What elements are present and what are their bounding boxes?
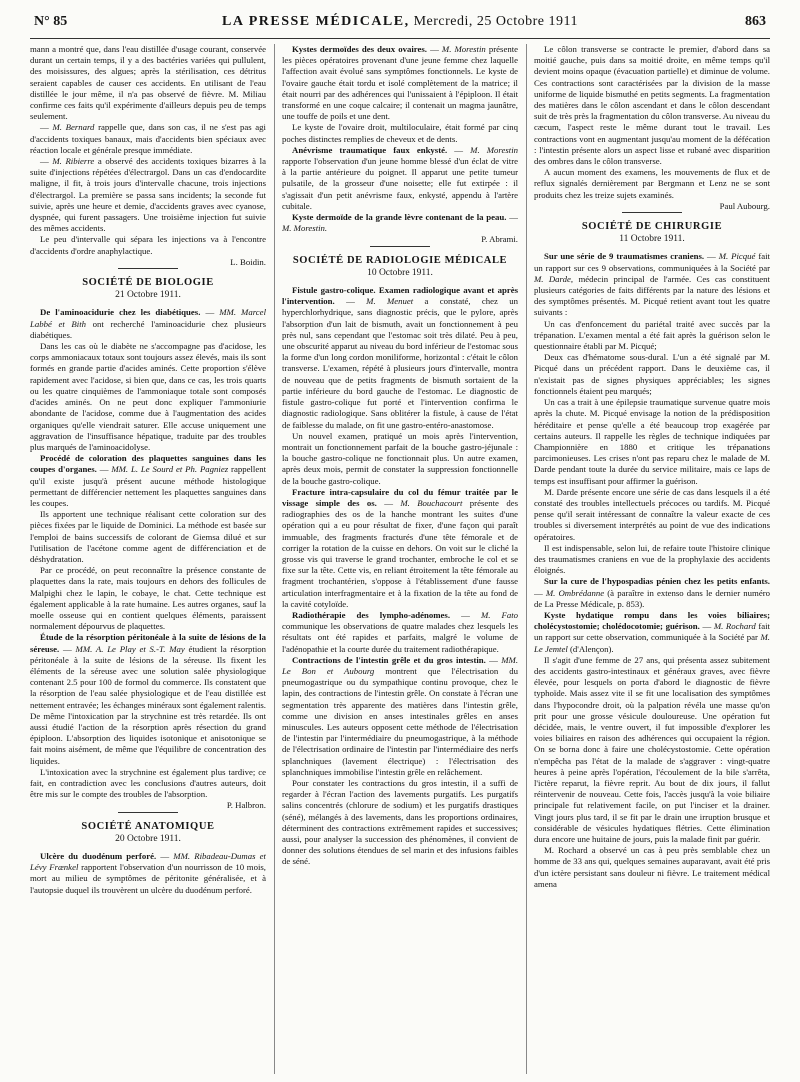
author: M. Menuet xyxy=(366,296,414,307)
issue-number: N° 85 xyxy=(34,14,68,29)
section-date: 20 Octobre 1911. xyxy=(115,833,181,844)
author: M. Rochard xyxy=(713,621,756,632)
section-date: 21 Octobre 1911. xyxy=(115,290,181,301)
signature: Paul Aubourg. xyxy=(719,200,770,211)
article: Kyste dermoïde de la grande lèvre contenant de la peau. — M. Morestin. xyxy=(282,212,518,234)
paragraph-text: , médecin principal de l'armée. Ces cas constituent plusieurs catégories de faits différents par la nature des lésions et des symptômes présentés. M. Picqué retient avant tout les quatre suivants : xyxy=(534,273,770,318)
author: M. Fato xyxy=(480,609,518,620)
section-rule xyxy=(370,246,430,247)
article-title: Étude de la résorption péritonéale à la suite de lésions de la séreuse. xyxy=(30,632,266,654)
article: Sur une série de 9 traumatismes craniens. — M. Picqué fait un rapport sur ces 9 observations, communiquées à la Société par M. Darde, médecin principal de l'armée. Ces cas constituent plusieurs catégories de faits différents par la nature des lésions et des symptômes présentés. M. Picqué retient avant tout les quatre suivants : xyxy=(534,251,770,318)
author: MM. A. Le Play et S.-T. May xyxy=(75,643,185,654)
author: MM. Le Bon et Aubourg xyxy=(282,654,518,676)
author: MM. Ribadeau-Dumas et Lévy Frænkel xyxy=(30,851,266,873)
page-number: 863 xyxy=(745,14,766,29)
paragraph: Pour constater les contractions du gros intestin, il a suffi de regarder à l'écran l'action des lavements purgatifs. Les purgatifs salins concentrés (chlorure de sodium) et les purgatifs drastiques (séné), mélangés à des lavements, dans les proportions ordinaires, déterminent des contractions extrêmement rapides et successives; aussi, pour analyser la succession des phénomènes, il convient de donner des solutions étendues de sel marin et des infusions faibles de séné. xyxy=(282,778,518,867)
paragraph: Deux cas d'hématome sous-dural. L'un a été signalé par M. Picqué dans un précédent rapport. Dans le deuxième cas, il n'existait pas de signes physiques appréciables; les signes fonctionnels étaient peu marqués; xyxy=(534,352,770,396)
author: M. Bernard xyxy=(52,122,95,133)
paragraph-text: rapportent l'observation d'un nourrisson de 10 mois, mort au milieu de symptômes de péritonite généralisée, et à l'autopsie duquel ils trouvèrent un ulcère du duodénum perforé. xyxy=(30,862,266,895)
paragraph-text: a constaté, chez un hyperchlorhydrique, sans diagnostic précis, que le pylore, après l'absorption d'un lait de bismuth, avait un fonctionnement à peu près nul, sans cependant que l'estomac soit très dilaté. Peu à peu, une obscurité apparut au niveau du bord inférieur de l'estomac sous la forme d'un long cordon moniliforme, horizontal : c'était le côlon transverse. L'examen, répété à plusieurs jours d'intervalle, montra de nouveau que de petits fragments de bismuth sortaient de la partie inférieure du bord gauche de l'estomac. Le diagnostic de fistule gastro-colique fut porté et l'intervention confirma le diagnostic radiologique. Sans oblitérer la fistule, à cause de l'état de faiblesse du malade, on fit une gastro-entéro-anastomose. xyxy=(282,296,518,430)
author: MM. L. Le Sourd et Ph. Pagniez xyxy=(111,464,229,475)
paragraph-text: fait un rapport sur ces 9 observations, communiquées à la Société par xyxy=(534,251,770,273)
paragraph-text: rappellent qu'il existe jusqu'à présent aucune méthode histologique permettant de différencier nettement les plaquettes sanguines dans les coupes. xyxy=(30,464,266,508)
paragraph-text: a observé des accidents toxiques bizarres à la suite d'injections répétées d'électrargol. Dans un cas d'endocardite maligne, il fit, à trois jours d'intervalle chacune, trois injections d'électrargol. La première se passa sans incidents; la seconde fut suivie, après une heure et demie, d'accidents graves avec cyanose, dyspnée, qui furent passagers. Une troisième injection fut suivie des mêmes accidents. xyxy=(30,156,266,234)
article-title: Kystes dermoïdes des deux ovaires. xyxy=(292,44,427,54)
paragraph-text: (à paraître in extenso dans le dernier numéro de La Presse Médicale, p. 853). xyxy=(534,587,770,609)
author: M. Le Jemtel xyxy=(534,632,770,654)
paragraph: Un nouvel examen, pratiqué un mois après l'intervention, montrait un fonctionnement parfait de la bouche gastro-jéjunale : la bouche gastro-colique ne fonctionnait plus. Un autre examen, après deux mois, permit de constater la suppression fonctionnelle de la bouche gastro-colique. xyxy=(282,430,518,486)
paragraph: — M. Ribierre a observé des accidents toxiques bizarres à la suite d'injections répétées d'électrargol. Dans un cas d'endocardite maligne, il fit, à trois jours d'intervalle chacune, trois injections d'électrargol. La première se passa sans incidents; la seconde fut suivie, après une heure et demie, d'accidents graves avec cyanose, dyspnée, qui furent passagers. Une troisième injection fut suivie des mêmes accidents. xyxy=(30,156,266,234)
signature: P. Halbron. xyxy=(226,800,266,811)
paragraph-text: présente des radiographies des os de la hanche montrant les suites d'une opération qui a eu pour résultat de fixer, d'une façon qui paraît immuable, des fragments fracturés d'une tête fémorale et de corriger la rotation de la cuisse en dehors. On voit sur le cliché la grosse vis qui traverse le grand trochanter, embroche le col et se fixe sur la tête. Cette vis, en reliant étroitement la tête fémorale au fragment trochantérien, s'oppose à l'établissement d'une fausse articulation interfragmentaire et à la fixation de la tête au fond de la cavité cotyloïde. xyxy=(282,497,518,609)
article-title: Fistule gastro-colique. Examen radiologique avant et après l'intervention. xyxy=(282,285,518,307)
paragraph: Il s'agit d'une femme de 27 ans, qui présenta assez subitement des accidents gastro-intestinaux et généraux graves, avec fièvre élevée, pour lesquels on porta d'abord le diagnostic de fièvre typhoïde. Mais assez vite il se fit une localisation des symptômes dans l'hypocondre droit, où la palpation révéla une masse qu'on prit pour une grosse vésicule douloureuse. Une opération fut décidée, mais, le ventre ouvert, il fut impossible d'explorer les voies biliaires en raison des adhérences qui occupaient la région. On se borna donc à faire une cholécystostomie. Cette opération n'empêcha pas l'état de la malade de s'aggraver : vingt-quatre heures à peine après l'opération, l'écoulement de la bile s'arrêta, l'ictère reparut, la fièvre reprit. Au bout de dix jours, il fallut réintervenir de nouveau. Cette fois, l'accès jusqu'à la voie biliaire principale fut relativement facile, on put l'inciser et la drainer. Vingt jours plus tard, il se fit par le drain une irruption brusque et considérable de vésicules hydatiques flétries. Cette élimination dura encore une huitaine de jours, puis la malade finit par guérir. xyxy=(534,654,770,845)
section-date: 10 Octobre 1911. xyxy=(367,267,433,278)
column-1 xyxy=(30,44,266,1074)
author: M. Ombrédanne xyxy=(545,587,605,598)
article-title: Kyste dermoïde de la grande lèvre contenant de la peau. xyxy=(292,212,507,223)
article: Ulcère du duodénum perforé. — MM. Ribadeau-Dumas et Lévy Frænkel rapportent l'observation d'un nourrisson de 10 mois, mort au milieu de symptômes de péritonite généralisée, et à l'autopsie duquel ils trouvèrent un ulcère du duodénum perforé. xyxy=(30,851,266,895)
column-2 xyxy=(282,44,518,1074)
paragraph: Ils apportent une technique réalisant cette coloration sur des pièces fixées par le liquide de Dominici. La méthode est basée sur l'emploi de bains successifs de colorant de Giemsa dilué et sur l'utilisation de l'acétone comme agent de différenciation et de déshydratation. xyxy=(30,509,266,564)
paragraph: Un cas d'enfoncement du pariétal traité avec succès par la trépanation. L'examen mental a été fait après la guérison selon le questionnaire établi par M. Picqué; xyxy=(534,318,770,352)
paragraph: Il est indispensable, selon lui, de refaire toute l'histoire clinique des traumatismes craniens en vue de la prophylaxie des accidents éloignés. xyxy=(534,542,770,576)
paragraph: L'intoxication avec la strychnine est également plus tardive; ce fait, en contradiction avec les conclusions d'autres auteurs, doit être mis sur le compte des troubles de l'absorption. xyxy=(30,766,266,800)
article: Fistule gastro-colique. Examen radiologique avant et après l'intervention. — M. Menuet a constaté, chez un hyperchlorhydrique, sans diagnostic précis, que le pylore, après l'absorption d'un lait de bismuth, avait un fonctionnement à peu près nul, sans cependant que l'estomac soit très dilaté. Peu à peu, une obscurité apparut au niveau du bord inférieur de l'estomac sous la forme d'un long cordon moniliforme, horizontal : c'était le côlon transverse. L'examen, répété à plusieurs jours d'intervalle, montra de nouveau que de petits fragments de bismuth sortaient de la partie inférieure du bord gauche de l'estomac. Le diagnostic de fistule gastro-colique fut porté et l'intervention confirma le diagnostic radiologique. Sans oblitérer la fistule, à cause de l'état de faiblesse du malade, on fit une gastro-entéro-anastomose. xyxy=(282,285,518,430)
article-title: Anévrisme traumatique faux enkysté. xyxy=(292,144,448,155)
article: Fracture intra-capsulaire du col du fémur traitée par le vissage simple des os. — M. Bouchacourt présente des radiographies des os de la hanche montrant les suites d'une opération qui a eu pour résultat de fixer, d'une façon qui paraît immuable, des fragments fracturés d'une tête fémorale et de corriger la rotation de la cuisse en dehors. On voit sur le cliché la grosse vis qui traverse le grand trochanter, embroche le col et se fixe sur la tête. Cette vis, en reliant étroitement la tête fémorale au fragment trochantérien, s'oppose à l'établissement d'une fausse articulation interfragmentaire et à la fixation de la tête au fond de la cavité cotyloïde. xyxy=(282,486,518,609)
article-title: Kyste hydatique rompu dans les voies biliaires; cholécystostomie; cholédocotomie; guérison. xyxy=(534,609,770,632)
section-heading: SOCIÉTÉ DE BIOLOGIE xyxy=(82,277,214,289)
article: Radiothérapie des lympho-adénomes. — M. Fato communique les observations de quatre malades chez lesquels les résultats ont été rapides et parfaits, malgré le volume de l'adénopathie et la courte durée du traitement radiothérapique. xyxy=(282,609,518,654)
paragraph-text: communique les observations de quatre malades chez lesquels les résultats ont été rapides et parfaits, malgré le volume de l'adénopathie et la courte durée du traitement radiothérapique. xyxy=(282,621,518,654)
paragraph: Le kyste de l'ovaire droit, multiloculaire, était formé par cinq poches distinctes remplies de cheveux et de dents. xyxy=(282,122,518,144)
author: M. Morestin. xyxy=(282,223,328,234)
paragraph-text: fait un rapport sur cette observation, communiquée à la Société par xyxy=(534,621,770,643)
paragraph-text: rappelle que, dans son cas, il ne s'est pas agi d'accidents toxiques banaux, mais d'accidents bien spéciaux avec réaction locale et générale presque immédiate. xyxy=(30,122,266,155)
signature: P. Abrami. xyxy=(481,234,518,245)
page-header xyxy=(30,14,770,36)
author: M. Darde xyxy=(534,273,571,284)
article-title: Contractions de l'intestin grêle et du gros intestin. xyxy=(292,654,486,665)
paragraph-text: montrent que l'électrisation du pneumogastrique ou du sympathique continu provoque, chez le lapin, des contractions de l'intestin grêle. On constate à l'écran une segmentation très apparente des matières dans l'intestin grêle, comme une division en anses intestinales grêles en anses minuscules. Les auteurs opposent cette méthode de l'électrisation de l'intestin par l'intermédiaire du pneumogastrique, à la méthode de l'électrisation ordinaire de l'intestin par l'intermédiaire des nerfs splanchniques (lavement électrique) : l'électrisation des splanchniques immobilise l'intestin grêle en relâchement. xyxy=(282,665,518,777)
column-3 xyxy=(534,44,770,1074)
paragraph: M. Rochard a observé un cas à peu près semblable chez un homme de 33 ans qui, quelques semaines auparavant, avait été pris d'un ictère persistant sans douleur ni fièvre. Le traitement médical amena xyxy=(534,845,770,889)
article-title: Radiothérapie des lympho-adénomes. xyxy=(292,609,451,620)
issue-date: Mercredi, 25 Octobre 1911 xyxy=(413,14,578,29)
paragraph: Un cas a trait à une épilepsie traumatique survenue quatre mois après la chute. M. Picqué envisage la notion de la prédisposition héréditaire et pense qu'elle a été beaucoup trop exagérée par certains auteurs. Il rappelle les règles de technique indiquées par Championnière en 1880 et critique les trépanations parcimonieuses. Les crises n'ont pas reparu chez le malade de M. Darde pendant toute la durée du service militaire, mais ce laps de temps est insuffisant pour affirmer la guérison. xyxy=(534,397,770,486)
article: Étude de la résorption péritonéale à la suite de lésions de la séreuse. — MM. A. Le Play et S.-T. May étudient la résorption péritonéale à la suite de lésions de la séreuse. Ils fixent les éléments de la séreuse avec une solution salée physiologique contenant 2.5 pour 100 de formol du commerce. Ils constatent que la résorption de l'eau salée physiologique et de l'eau distillée est nettement entravée; les échanges minéraux sont également ralentis. De même l'intoxication par la strychnine est très retardée. Ils ont aussi étudié l'action de la résorption après résection du grand épiploon. L'absorption des liquides isotonique et anisotonique se fait moins aisément, de même que l'équilibre de concentration des liquides. xyxy=(30,632,266,766)
paragraph: mann a montré que, dans l'eau distillée d'usage courant, conservée durant un certain temps, il y a des bactéries variées qui pullulent, des moisissures, des algues; après la stérilisation, ces détritus seraient capables de causer ces accidents. En utilisant de l'eau distillée le jour même, il n'a pas observé de fièvre. M. Miliau confirme ces faits qu'il expérimente d'ailleurs depuis peu de temps seulement. xyxy=(30,44,266,122)
column-divider xyxy=(526,44,527,1074)
article-title: Procédé de coloration des plaquettes sanguines dans les coupes d'organes. xyxy=(30,453,266,475)
section-rule xyxy=(622,212,682,213)
journal-title-line xyxy=(30,14,770,30)
article: Sur la cure de l'hypospadias pénien chez les petits enfants. — M. Ombrédanne (à paraître in extenso dans le dernier numéro de La Presse Médicale, p. 853). xyxy=(534,576,770,609)
author: MM. Marcel Labbé et Bith xyxy=(30,307,266,329)
article-title: Ulcère du duodénum perforé. xyxy=(40,851,157,862)
paragraph: A aucun moment des examens, les mouvements de flux et de reflux signalés dernièrement par Bergmann et Lenz ne se sont produits chez les treize sujets examinés. xyxy=(534,167,770,200)
author: M. Morestin xyxy=(470,144,518,155)
paragraph-text: rapporte l'observation d'un jeune homme blessé d'un éclat de vitre à la partie antérieure du poignet. Il apparut une petite tumeur pulsatile, de la grosseur d'une noisette; elle fut extirpée : il s'agissait d'un petit anévrisme faux, enkysté, appendu à l'artère cubitale. xyxy=(282,156,518,211)
paragraph-text: étudient la résorption péritonéale à la suite de lésions de la séreuse. Ils fixent les éléments de la séreuse avec une solution salée physiologique contenant 2.5 pour 100 de formol du commerce. Ils constatent que la résorption de l'eau salée physiologique et de l'eau distillée est nettement entravée; les échanges minéraux sont également ralentis. De même l'intoxication par la strychnine est très retardée. Ils ont aussi étudié l'action de la résorption après résection du grand épiploon. L'absorption des liquides isotonique et anisotonique se fait moins aisément, de même que l'équilibre de concentration des liquides. xyxy=(30,643,266,766)
paragraph: Dans les cas où le diabète ne s'accompagne pas d'acidose, les corps ammoniacaux totaux sont toujours assez élevés, mais ils sont formés en grande partie d'acides aminés. Cette proportion s'élève rapidement avec l'acidose, si bien que, dans ce cas, les trois quarts ou les quatre cinquièmes de l'ammoniaque totale sont composés d'acides aminés. On ne peut donc expliquer l'ammoniurie abondante de l'acidose, comme due à l'augmentation des acides organiques qu'elle viendrait saturer. Elle accuse uniquement une aggravation de l'insuffisance hépatique, traduite par des troubles plus marqués de l'aminoacidolyse. xyxy=(30,341,266,452)
author: M. Bouchacourt xyxy=(400,497,463,508)
section-rule xyxy=(118,812,178,813)
header-rule xyxy=(30,38,770,39)
paragraph: — M. Bernard rappelle que, dans son cas, il ne s'est pas agi d'accidents toxiques banaux, mais d'accidents bien spéciaux avec réaction locale et générale presque immédiate. xyxy=(30,122,266,155)
article-title: Sur la cure de l'hypospadias pénien chez les petits enfants. xyxy=(544,576,770,587)
section-heading: SOCIÉTÉ DE CHIRURGIE xyxy=(581,221,723,233)
article: Kystes dermoïdes des deux ovaires. — M. Morestin présente les pièces opératoires provenant d'une jeune femme chez laquelle l'affection avait évolué sans symptômes fonctionnels. Le kyste de l'ovaire gauche était tordu et isolé complètement de la matrice; il était nourri par des adhérences qui l'unissaient à l'épiploon. Il était transformé en une coque calcaire; il contenait un magma jaunâtre, une touffe de poils et une dent. xyxy=(282,44,518,122)
paragraph: M. Darde présente encore une série de cas dans lesquels il a été constaté des troubles intellectuels précoces ou tardifs. M. Picqué pense qu'il serait intéressant de connaître la valeur exacte de ces troubles si diversement interprétés au point de vue des indications opératoires. xyxy=(534,486,770,542)
article: Kyste hydatique rompu dans les voies biliaires; cholécystostomie; cholédocotomie; guérison. — M. Rochard fait un rapport sur cette observation, communiquée à la Société par M. Le Jemtel (d'Alençon). xyxy=(534,609,770,654)
article-title: Fracture intra-capsulaire du col du fémur traitée par le vissage simple des os. xyxy=(282,486,518,508)
paragraph: Le peu d'intervalle qui sépara les injections va à l'encontre d'accidents d'ordre anaphylactique. xyxy=(30,234,266,256)
column-divider xyxy=(274,44,275,1074)
paragraph-text: présente les pièces opératoires provenant d'une jeune femme chez laquelle l'affection avait évolué sans symptômes fonctionnels. Le kyste de l'ovaire gauche était tordu et isolé complètement de la matrice; il était nourri par des adhérences qui l'unissaient à l'épiploon. Il était transformé en une coque calcaire; il contenait un magma jaunâtre, une touffe de poils et une dent. xyxy=(282,44,518,122)
paragraph: Par ce procédé, on peut reconnaître la présence constante de plaquettes dans la rate, mais toujours en dehors des follicules de Malpighi chez le lapin, le cobaye, le chat. Cette technique est également applicable à la rate humaine. Les autres organes, sauf la moelle osseuse qui en contient quelques éléments, paraissent normalement dépourvus de plaquettes. xyxy=(30,565,266,632)
author: M. Picqué xyxy=(718,251,756,262)
author: M. Morestin xyxy=(441,44,486,54)
paragraph-text: (d'Alençon). xyxy=(567,643,614,654)
signature: L. Boidin. xyxy=(230,256,266,267)
section-rule xyxy=(118,268,178,269)
author: M. Ribierre xyxy=(52,156,95,167)
section-heading: SOCIÉTÉ DE RADIOLOGIE MÉDICALE xyxy=(292,254,508,266)
article: De l'aminoacidurie chez les diabétiques. — MM. Marcel Labbé et Bith ont recherché l'aminoacidurie chez plusieurs diabétiques. xyxy=(30,307,266,340)
section-heading: SOCIÉTÉ ANATOMIQUE xyxy=(81,820,215,832)
article: Anévrisme traumatique faux enkysté. — M. Morestin rapporte l'observation d'un jeune homme blessé d'un éclat de vitre à la partie antérieure du poignet. Il apparut une petite tumeur pulsatile, de la grosseur d'une noisette; elle fut extirpée : il s'agissait d'un petit anévrisme faux, enkysté, appendu à l'artère cubitale. xyxy=(282,144,518,211)
paragraph: Le côlon transverse se contracte le premier, d'abord dans sa moitié gauche, puis dans sa moitié droite, en même temps qu'il devient moins opaque (évacuation partielle) et diminue de volume. Ces contractions sont caractérisées par la division de la masse uniforme de liquide bismuthé en petits segments. La fragmentation des matières dans le côlon ascendant et dans le côlon descendant suit de très près la fragmentation du côlon transverse. Au niveau du cæcum, l'aspect reste le même durant tout le travail. Les contractions vont en augmentant jusqu'au moment de la défécation : l'intestin présente alors un aspect lisse et rubané avec disparition des ombres dans le côlon transverse. xyxy=(534,44,770,167)
section-date: 11 Octobre 1911. xyxy=(619,234,685,245)
article-title: De l'aminoacidurie chez les diabétiques. xyxy=(40,307,201,318)
article-title: Sur une série de 9 traumatismes craniens. xyxy=(544,251,705,262)
journal-title: LA PRESSE MÉDICALE, xyxy=(222,14,410,29)
article: Procédé de coloration des plaquettes sanguines dans les coupes d'organes. — MM. L. Le Sourd et Ph. Pagniez rappellent qu'il existe jusqu'à présent aucune méthode histologique permettant de différencier nettement les plaquettes sanguines dans les coupes. xyxy=(30,453,266,508)
paragraph-text: ont recherché l'aminoacidurie chez plusieurs diabétiques. xyxy=(30,318,266,340)
article: Contractions de l'intestin grêle et du gros intestin. — MM. Le Bon et Aubourg montrent que l'électrisation du pneumogastrique ou du sympathique continu provoque, chez le lapin, des contractions de l'intestin grêle. On constate à l'écran une segmentation très apparente des matières dans l'intestin grêle, comme une division en anses intestinales grêles en anses minuscules. Les auteurs opposent cette méthode de l'électrisation de l'intestin par l'intermédiaire du pneumogastrique, à la méthode de l'électrisation ordinaire de l'intestin par l'intermédiaire des nerfs splanchniques (lavement électrique) : l'électrisation des splanchniques immobilise l'intestin grêle en relâchement. xyxy=(282,654,518,777)
